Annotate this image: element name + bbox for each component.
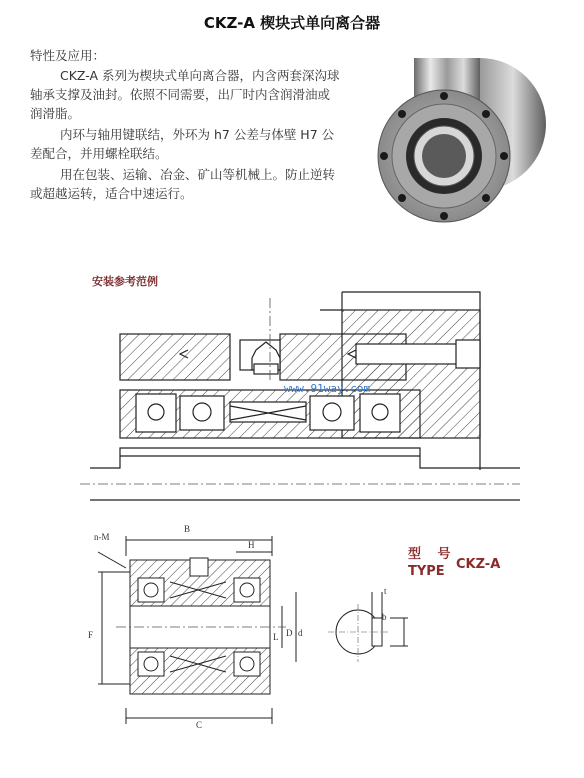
dim-d: d: [298, 628, 303, 638]
model-type-label: TYPE: [408, 564, 445, 579]
product-photo: [376, 52, 548, 224]
dim-C: C: [196, 720, 203, 730]
model-label: 型 号: [408, 547, 457, 562]
keyway-detail-drawing: [328, 580, 418, 680]
dim-L: L: [273, 632, 279, 642]
model-value: CKZ-A: [456, 557, 501, 572]
dim-B: B: [184, 524, 191, 534]
paragraph-fit: 内环与轴用键联结，外环为 h7 公差与体壁 H7 公差配合，并用螺栓联结。: [30, 127, 335, 161]
page-title: CKZ-A 楔块式单向离合器: [203, 14, 381, 32]
watermark: www.91way.com: [284, 382, 371, 395]
section-heading: 特性及应用：: [30, 48, 106, 63]
dim-F: F: [88, 630, 94, 640]
installation-label: 安装参考范例: [92, 275, 158, 288]
dimension-drawing: [86, 512, 316, 744]
dim-D: D: [286, 628, 293, 638]
paragraph-intro: CKZ-A 系列为楔块式单向离合器，内含两套深沟球轴承支撑及油封。依照不同需要，出厂时内含润滑油或润滑脂。: [30, 68, 340, 121]
dim-H: H: [248, 540, 255, 550]
paragraph-usage: 用在包装、运输、冶金、矿山等机械上。防止逆转或超越运转，适合中速运行。: [30, 167, 336, 201]
dim-nM: n-M: [94, 532, 110, 542]
dim-tb: t: [384, 586, 387, 596]
dim-bn: b: [382, 612, 387, 622]
